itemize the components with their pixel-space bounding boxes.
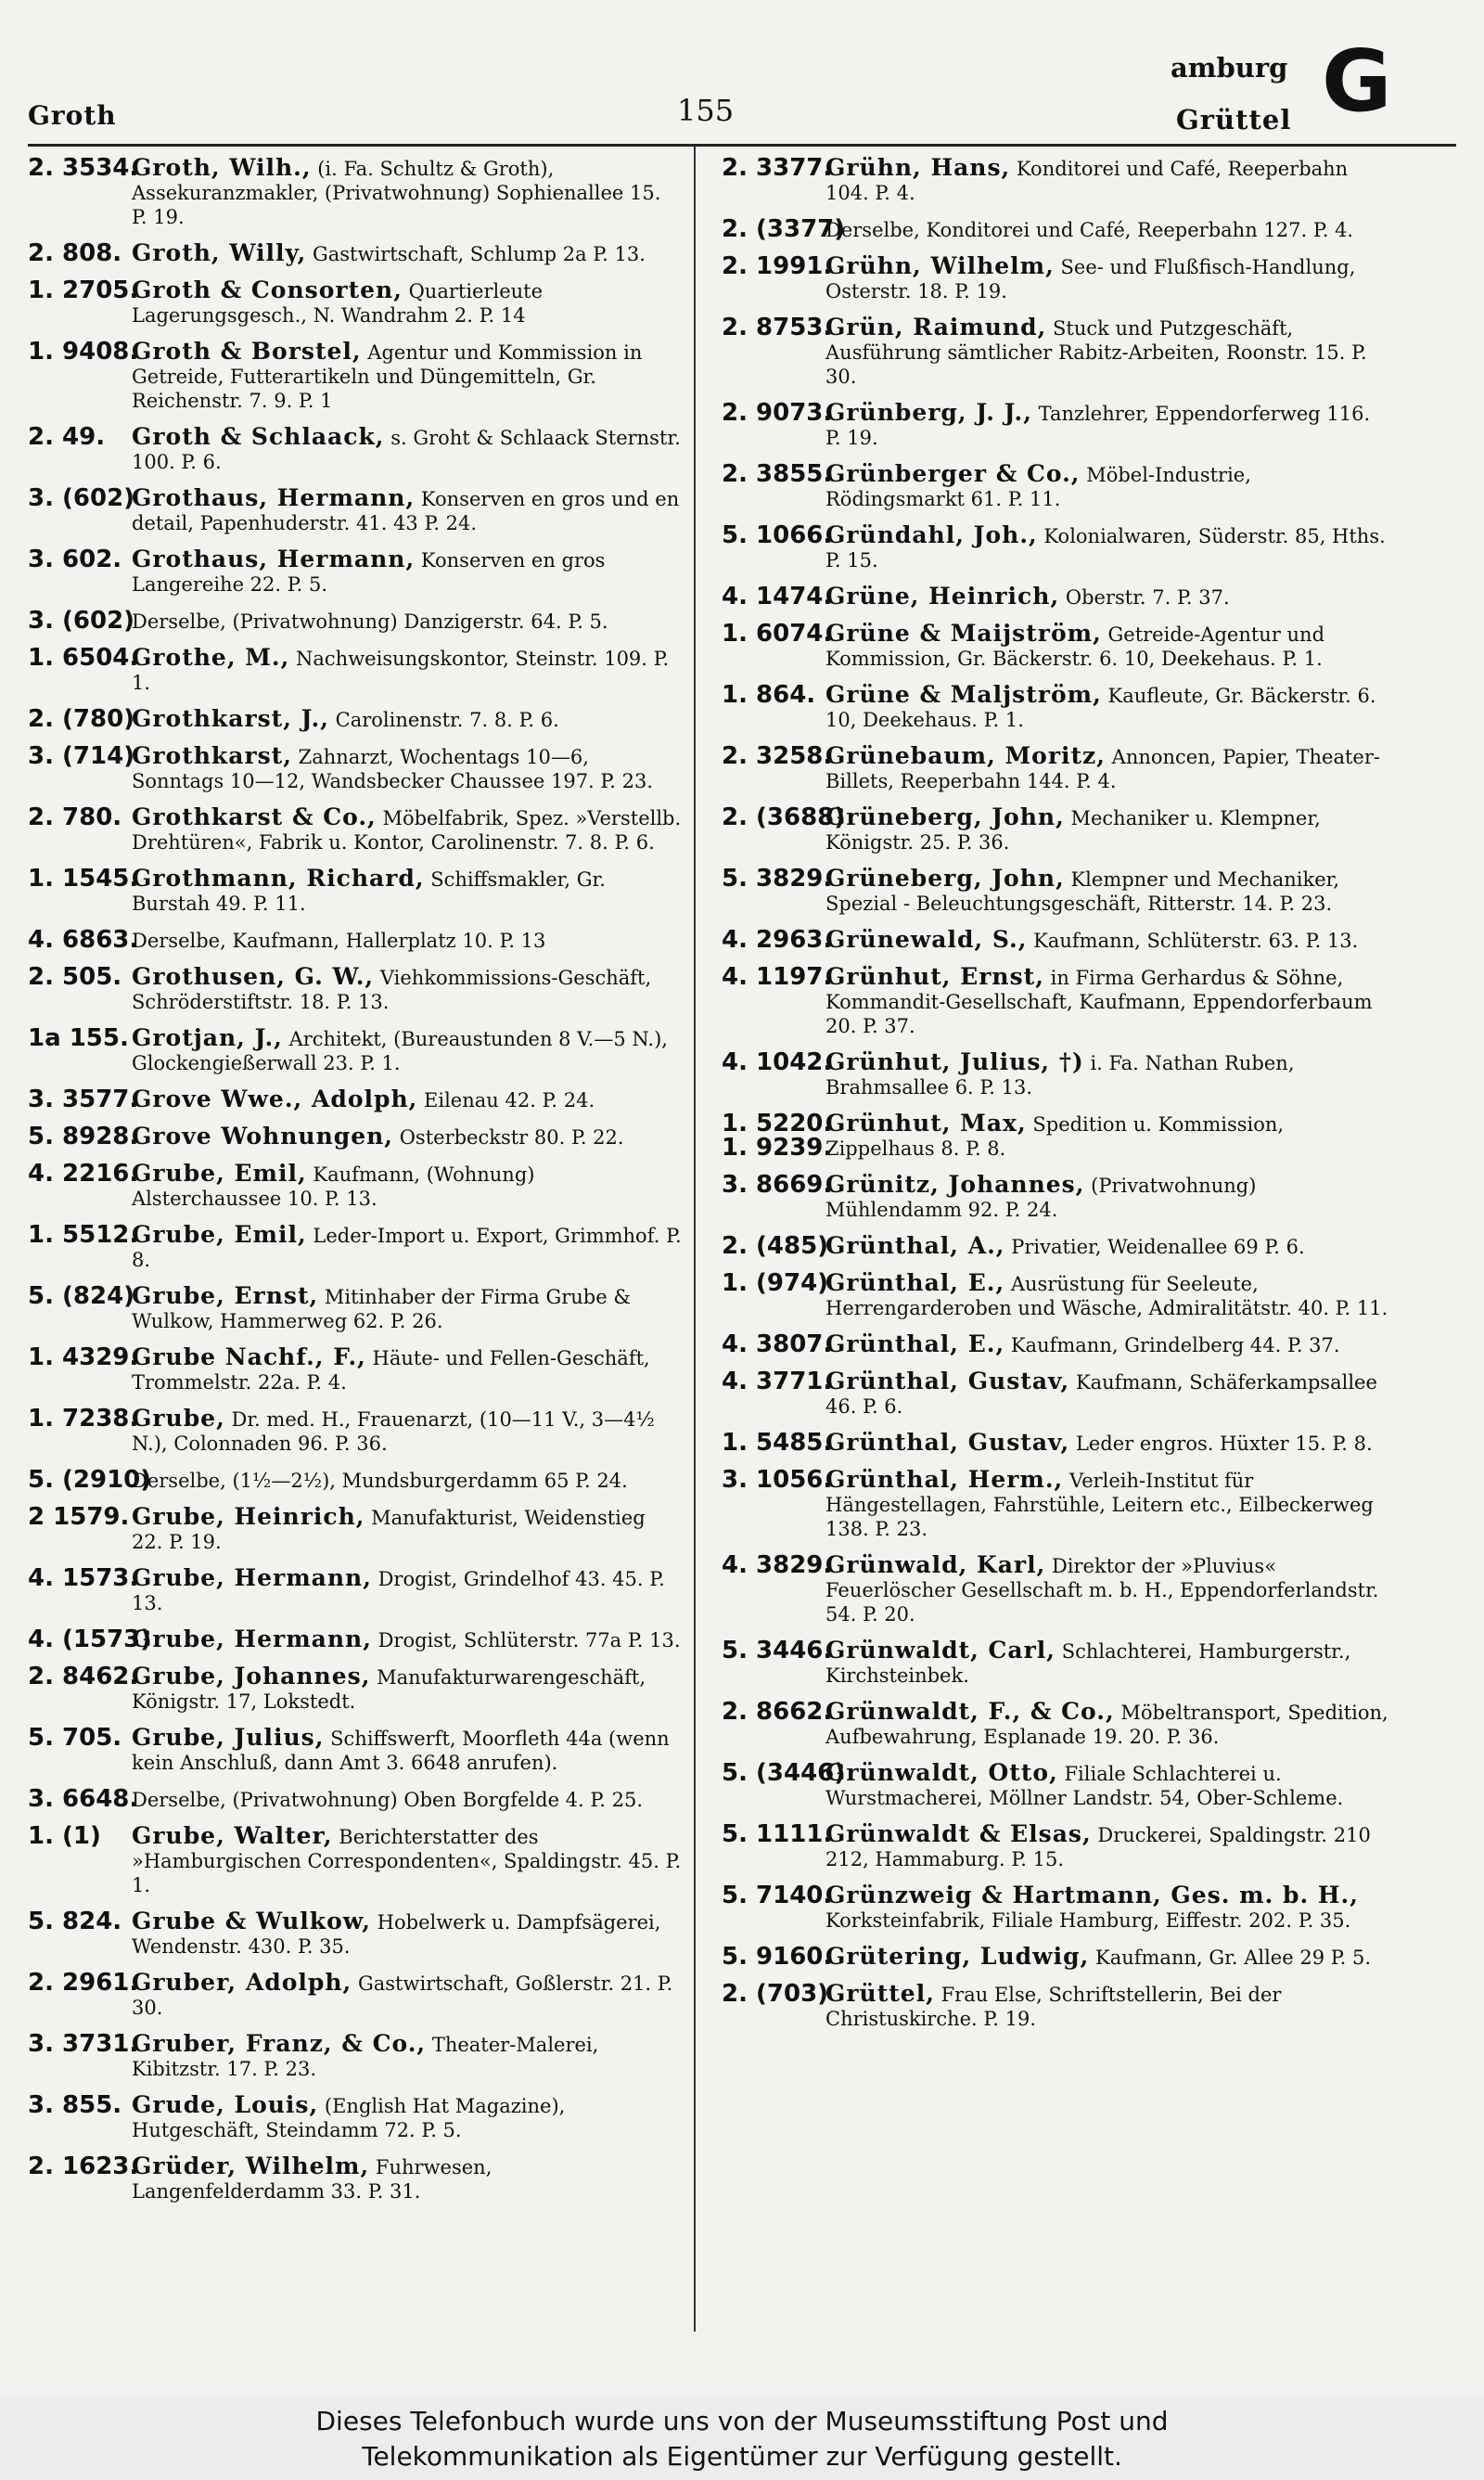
directory-entry bbox=[722, 1332, 1391, 1357]
subscriber-name: Gruber, Adolph, bbox=[132, 1969, 352, 1996]
phone-number: 2. 505. bbox=[28, 963, 122, 991]
directory-entry bbox=[722, 254, 1391, 303]
phone-number: 1. 5485. bbox=[722, 1429, 833, 1457]
directory-entry bbox=[722, 683, 1391, 732]
directory-entry bbox=[722, 585, 1391, 610]
directory-entry bbox=[722, 867, 1391, 916]
entry-details: Carolinenstr. 7. 8. P. 6. bbox=[335, 709, 559, 731]
entry-details: Konserven en gros und en detail, Papenhuderstr. 41. 43 P. 24. bbox=[132, 488, 680, 534]
directory-entry bbox=[28, 156, 682, 229]
directory-entry bbox=[28, 707, 682, 732]
directory-entry bbox=[722, 1822, 1391, 1871]
phone-number: 1. (974) bbox=[722, 1269, 829, 1297]
phone-number: 4. 3771. bbox=[722, 1368, 833, 1395]
entry-details: in Firma Gerhardus & Söhne, Kommandit-Gesellschaft, Kaufmann, Eppendorferbaum 20. P. 37. bbox=[825, 967, 1373, 1037]
directory-entry bbox=[722, 315, 1391, 389]
running-header-right: Grüttel bbox=[1176, 104, 1292, 135]
phone-number: 3. 602. bbox=[28, 546, 122, 573]
entry-details: Quartierleute Lagerungsgesch., N. Wandrahm 2. P. 14 bbox=[132, 280, 544, 327]
directory-entry bbox=[28, 609, 682, 634]
subscriber-name: Grothmann, Richard, bbox=[132, 865, 425, 892]
phone-number: 4. 1197. bbox=[722, 963, 833, 991]
entry-details: Kaufmann, Schlüterstr. 63. P. 13. bbox=[1033, 930, 1359, 952]
entry-details: Ausrüstung für Seeleute, Herrengarderoben und Wäsche, Admiralitätstr. 40. P. 11. bbox=[825, 1273, 1388, 1319]
directory-entry bbox=[722, 1982, 1391, 2031]
phone-number: 3. 6648. bbox=[28, 1785, 139, 1813]
phone-number: 2. 3377. bbox=[722, 154, 833, 182]
directory-entry bbox=[28, 1124, 682, 1150]
directory-entry bbox=[722, 523, 1391, 572]
directory-entry bbox=[28, 1787, 682, 1812]
phone-number: 2. (3688) bbox=[722, 803, 846, 831]
subscriber-name: Groth & Borstel, bbox=[132, 338, 362, 365]
footer-line-1: Dieses Telefonbuch wurde uns von der Museumsstiftung Post und bbox=[315, 2406, 1169, 2436]
directory-entry bbox=[722, 1431, 1391, 1456]
subscriber-name: Grüttel, bbox=[825, 1980, 935, 2007]
entry-details: Viehkommissions-Geschäft, Schröderstiftstr. 18. P. 13. bbox=[132, 967, 652, 1013]
phone-number: 1. 6074. bbox=[722, 620, 833, 648]
directory-entry bbox=[28, 1824, 682, 1897]
phone-number: 1. 864. bbox=[722, 681, 816, 709]
phone-number: 1. 5220. 1. 9239. bbox=[722, 1110, 833, 1162]
directory-entry bbox=[28, 1627, 682, 1652]
directory-entry bbox=[28, 1664, 682, 1714]
directory-entry bbox=[28, 867, 682, 916]
phone-number: 5. 3829. bbox=[722, 865, 833, 893]
subscriber-name: Grube, Ernst, bbox=[132, 1282, 319, 1309]
subscriber-name: Grüne & Maljström, bbox=[825, 681, 1102, 708]
phone-number: 2. (703) bbox=[722, 1980, 829, 2008]
phone-number: 3. 855. bbox=[28, 2091, 122, 2119]
subscriber-name: Grube, Johannes, bbox=[132, 1663, 371, 1690]
entry-details: Kaufleute, Gr. Bäckerstr. 6. 10, Deekehaus. P. 1. bbox=[825, 685, 1376, 731]
page-number: 155 bbox=[677, 93, 735, 128]
entry-details: Kaufmann, Gr. Allee 29 P. 5. bbox=[1095, 1947, 1371, 1969]
phone-number: 4. 1573. bbox=[28, 1564, 139, 1592]
phone-number: 2. 1623. bbox=[28, 2152, 139, 2180]
phone-number: 1. 2705. bbox=[28, 276, 139, 304]
entry-details: Agentur und Kommission in Getreide, Futterartikeln und Düngemitteln, Gr. Reichenstr. 7. 9. P. 1 bbox=[132, 341, 643, 412]
phone-number: 2. 780. bbox=[28, 803, 122, 831]
phone-number: 4. 2963. bbox=[722, 926, 833, 954]
entry-details: Schiffswerft, Moorfleth 44a (wenn kein Anschluß, dann Amt 3. 6648 anrufen). bbox=[132, 1728, 670, 1774]
directory-entry bbox=[28, 1971, 682, 2020]
entry-details: (i. Fa. Schultz & Groth), Assekuranzmakler, (Privatwohnung) Sophienallee 15. P. 19. bbox=[132, 158, 661, 228]
entry-details: Möbeltransport, Spedition, Aufbewahrung, Esplanade 19. 20. P. 36. bbox=[825, 1702, 1388, 1748]
directory-entry bbox=[722, 1369, 1391, 1419]
directory-entry bbox=[722, 1761, 1391, 1810]
entry-details: Oberstr. 7. P. 37. bbox=[1065, 586, 1230, 609]
phone-number: 2. 3534. bbox=[28, 154, 139, 182]
subscriber-name: Grove Wwe., Adolph, bbox=[132, 1086, 418, 1112]
directory-entry bbox=[722, 1271, 1391, 1320]
subscriber-name: Grünthal, Gustav, bbox=[825, 1368, 1070, 1394]
entry-details: Direktor der »Pluvius« Feuerlöscher Gesellschaft m. b. H., Eppendorferlandstr. 54. P. 20. bbox=[825, 1555, 1379, 1625]
phone-number: 3. (602) bbox=[28, 607, 135, 635]
column-divider bbox=[694, 147, 696, 2332]
entry-details: Konditorei und Café, Reeperbahn 104. P. 4. bbox=[825, 158, 1349, 204]
subscriber-name: Grube, Walter, bbox=[132, 1822, 333, 1849]
entry-details: Theater-Malerei, Kibitzstr. 17. P. 23. bbox=[132, 2034, 599, 2080]
directory-entry bbox=[28, 2032, 682, 2081]
directory-entry bbox=[722, 805, 1391, 855]
directory-entry bbox=[722, 1638, 1391, 1688]
subscriber-name: Grühn, Hans, bbox=[825, 154, 1011, 181]
phone-number: 2. (485) bbox=[722, 1232, 829, 1260]
section-letter: G bbox=[1322, 32, 1392, 131]
subscriber-name: Grünwaldt, Carl, bbox=[825, 1637, 1055, 1664]
phone-number: 5. 824. bbox=[28, 1908, 122, 1935]
directory-entry bbox=[722, 928, 1391, 953]
subscriber-name: Grothe, M., bbox=[132, 644, 290, 671]
subscriber-name: Grünhut, Ernst, bbox=[825, 963, 1044, 990]
phone-number: 1. 5512. bbox=[28, 1221, 139, 1249]
entry-details: Privatier, Weidenallee 69 P. 6. bbox=[1011, 1236, 1305, 1258]
entry-details: Schlachterei, Hamburgerstr., Kirchsteinbek. bbox=[825, 1640, 1351, 1687]
subscriber-name: Grothkarst & Co., bbox=[132, 803, 377, 830]
directory-entry bbox=[28, 486, 682, 535]
phone-number: 2. 3855. bbox=[722, 460, 833, 488]
footer-notice bbox=[0, 2396, 1484, 2480]
directory-entry bbox=[722, 1173, 1391, 1222]
entry-details: Manufakturwarengeschäft, Königstr. 17, Lokstedt. bbox=[132, 1666, 646, 1713]
phone-number: 2 1579. bbox=[28, 1503, 130, 1531]
phone-number: 5. 3446. bbox=[722, 1637, 833, 1664]
entry-details: s. Groht & Schlaack Sternstr. 100. P. 6. bbox=[132, 427, 681, 473]
directory-entry bbox=[722, 156, 1391, 205]
phone-number: 1. 1545. bbox=[28, 865, 139, 893]
directory-entry bbox=[28, 1505, 682, 1554]
entry-details: Stuck und Putzgeschäft, Ausführung sämtlicher Rabitz-Arbeiten, Roonstr. 15. P. 30. bbox=[825, 317, 1367, 388]
subscriber-name: Grube, Emil, bbox=[132, 1160, 307, 1187]
entry-details: Manufakturist, Weidenstieg 22. P. 19. bbox=[132, 1507, 646, 1553]
subscriber-name: Grünthal, A., bbox=[825, 1232, 1005, 1259]
phone-number: 5. 705. bbox=[28, 1724, 122, 1752]
entry-details: Derselbe, (Privatwohnung) Oben Borgfelde 4. P. 25. bbox=[132, 1789, 644, 1811]
entry-details: See- und Flußfisch-Handlung, Osterstr. 18. P. 19. bbox=[825, 256, 1356, 302]
entry-details: Druckerei, Spaldingstr. 210 212, Hammaburg. P. 15. bbox=[825, 1824, 1371, 1870]
phone-number: 4. 2216. bbox=[28, 1160, 139, 1188]
entry-details: Häute- und Fellen-Geschäft, Trommelstr. 22a. P. 4. bbox=[132, 1347, 650, 1394]
phone-number: 4. 1042. bbox=[722, 1048, 833, 1076]
subscriber-name: Grothaus, Hermann, bbox=[132, 546, 416, 572]
subscriber-name: Grünzweig & Hartmann, Ges. m. b. H., bbox=[825, 1882, 1359, 1908]
subscriber-name: Gründahl, Joh., bbox=[825, 521, 1038, 548]
directory-entry bbox=[722, 1883, 1391, 1933]
entry-details: Drogist, Schlüterstr. 77a P. 13. bbox=[377, 1629, 681, 1651]
directory-entry bbox=[28, 1909, 682, 1959]
directory-entry bbox=[28, 805, 682, 855]
footer-line-2: Telekommunikation als Eigentümer zur Verfügung gestellt. bbox=[362, 2441, 1122, 2472]
entry-details: Mitinhaber der Firma Grube & Wulkow, Hammerweg 62. P. 26. bbox=[132, 1286, 632, 1332]
entry-details: Getreide-Agentur und Kommission, Gr. Bäckerstr. 6. 10, Deekehaus. P. 1. bbox=[825, 623, 1325, 670]
directory-entry bbox=[28, 1284, 682, 1333]
phone-number: 1. 6504. bbox=[28, 644, 139, 672]
subscriber-name: Groth & Schlaack, bbox=[132, 423, 385, 450]
subscriber-name: Grün, Raimund, bbox=[825, 314, 1047, 341]
directory-entry bbox=[722, 462, 1391, 511]
phone-number: 1. 9408. bbox=[28, 338, 139, 366]
subscriber-name: Grünhut, Julius, †) bbox=[825, 1048, 1084, 1075]
phone-number: 5. (824) bbox=[28, 1282, 135, 1310]
subscriber-name: Grünewald, S., bbox=[825, 926, 1028, 953]
subscriber-name: Grotjan, J., bbox=[132, 1024, 283, 1051]
phone-number: 3. 8669. bbox=[722, 1171, 833, 1199]
entry-details: Derselbe, (Privatwohnung) Danzigerstr. 64. P. 5. bbox=[132, 610, 608, 633]
phone-number: 1. 7238. bbox=[28, 1405, 139, 1433]
phone-number: 4. 3829. bbox=[722, 1551, 833, 1579]
directory-entry bbox=[722, 965, 1391, 1038]
entry-details: Kaufmann, Schäferkampsallee 46. P. 6. bbox=[825, 1371, 1377, 1418]
entry-details: Kaufmann, (Wohnung) Alsterchaussee 10. P. 13. bbox=[132, 1163, 535, 1210]
subscriber-name: Grube, Hermann, bbox=[132, 1564, 372, 1591]
entry-details: (Privatwohnung) Mühlendamm 92. P. 24. bbox=[825, 1175, 1257, 1221]
subscriber-name: Grünthal, Herm., bbox=[825, 1466, 1064, 1493]
subscriber-name: Grube, Hermann, bbox=[132, 1625, 372, 1652]
phone-number: 2. (3377) bbox=[722, 215, 846, 243]
entry-details: Annoncen, Papier, Theater-Billets, Reeperbahn 144. P. 4. bbox=[825, 746, 1380, 792]
entry-details: Mechaniker u. Klempner, Königstr. 25. P. 36. bbox=[825, 807, 1321, 854]
subscriber-name: Gruber, Franz, & Co., bbox=[132, 2030, 427, 2057]
phone-number: 5. 7140. bbox=[722, 1882, 833, 1909]
entry-details: (English Hat Magazine), Hutgeschäft, Steindamm 72. P. 5. bbox=[132, 2095, 566, 2141]
subscriber-name: Grünitz, Johannes, bbox=[825, 1171, 1085, 1198]
subscriber-name: Grube Nachf., F., bbox=[132, 1343, 366, 1370]
directory-entry bbox=[722, 217, 1391, 242]
entry-details: Schiffsmakler, Gr. Burstah 49. P. 11. bbox=[132, 868, 606, 915]
subscriber-name: Grünthal, E., bbox=[825, 1330, 1005, 1357]
subscriber-name: Grünebaum, Moritz, bbox=[825, 742, 1106, 769]
entry-details: Zahnarzt, Wochentags 10—6, Sonntags 10—12, Wandsbecker Chaussee 197. P. 23. bbox=[132, 746, 654, 792]
subscriber-name: Grühn, Wilhelm, bbox=[825, 252, 1055, 279]
directory-entry bbox=[722, 1700, 1391, 1749]
phone-number: 4. 1474. bbox=[722, 583, 833, 610]
phone-number: 4. 3807. bbox=[722, 1330, 833, 1358]
entry-details: Konserven en gros Langereihe 22. P. 5. bbox=[132, 549, 606, 596]
phone-number: 1. 4329. bbox=[28, 1343, 139, 1371]
entry-details: Korksteinfabrik, Filiale Hamburg, Eiffestr. 202. P. 35. bbox=[825, 1909, 1351, 1932]
phone-number: 2. 9073. bbox=[722, 399, 833, 427]
entry-details: Drogist, Grindelhof 43. 45. P. 13. bbox=[132, 1568, 665, 1614]
entry-details: Leder engros. Hüxter 15. P. 8. bbox=[1075, 1433, 1373, 1455]
phone-number: 5. 9160. bbox=[722, 1943, 833, 1971]
subscriber-name: Grube & Wulkow, bbox=[132, 1908, 371, 1934]
directory-entry bbox=[28, 547, 682, 597]
entry-details: Hobelwerk u. Dampfsägerei, Wendenstr. 430. P. 35. bbox=[132, 1911, 661, 1958]
directory-entry bbox=[28, 1087, 682, 1112]
entry-details: Verleih-Institut für Hängestellagen, Fahrstühle, Leitern etc., Eilbeckerweg 138. P. 23. bbox=[825, 1470, 1374, 1540]
entry-details: Filiale Schlachterei u. Wurstmacherei, Möllner Landstr. 54, Ober-Schleme. bbox=[825, 1763, 1344, 1809]
entry-details: Klempner und Mechaniker, Spezial - Beleuchtungsgeschäft, Ritterstr. 14. P. 23. bbox=[825, 868, 1340, 915]
phone-number: 4. (1573) bbox=[28, 1625, 152, 1653]
subscriber-name: Grünthal, Gustav, bbox=[825, 1429, 1070, 1456]
subscriber-name: Grünhut, Max, bbox=[825, 1110, 1027, 1137]
subscriber-name: Grove Wohnungen, bbox=[132, 1123, 394, 1150]
directory-entry bbox=[28, 1566, 682, 1615]
directory-entry bbox=[28, 928, 682, 953]
entry-details: Osterbeckstr 80. P. 22. bbox=[399, 1126, 624, 1149]
directory-entry bbox=[28, 965, 682, 1014]
subscriber-name: Grünberger & Co., bbox=[825, 460, 1081, 487]
subscriber-name: Groth, Willy, bbox=[132, 239, 307, 266]
entry-details: i. Fa. Nathan Ruben, Brahmsallee 6. P. 13. bbox=[825, 1052, 1295, 1099]
directory-entry bbox=[28, 1223, 682, 1272]
phone-number: 2. 3258. bbox=[722, 742, 833, 770]
phone-number: 5. 8928. bbox=[28, 1123, 139, 1150]
phone-number: 3. (714) bbox=[28, 742, 135, 770]
directory-entry bbox=[28, 1468, 682, 1493]
phone-number: 2. 2961. bbox=[28, 1969, 139, 1997]
subscriber-name: Grünwaldt, Otto, bbox=[825, 1759, 1058, 1786]
entry-details: Möbel-Industrie, Rödingsmarkt 61. P. 11. bbox=[825, 464, 1251, 510]
subscriber-name: Grube, bbox=[132, 1405, 225, 1432]
phone-number: 2. (780) bbox=[28, 705, 135, 733]
subscriber-name: Grünberg, J. J., bbox=[825, 399, 1032, 426]
phone-number: 2. 49. bbox=[28, 423, 106, 451]
entry-details: Eilenau 42. P. 24. bbox=[424, 1089, 595, 1112]
subscriber-name: Groth, Wilh., bbox=[132, 154, 312, 181]
entry-details: Leder-Import u. Export, Grimmhof. P. 8. bbox=[132, 1225, 682, 1271]
entry-details: Berichterstatter des »Hamburgischen Correspondenten«, Spaldingstr. 45. P. 1. bbox=[132, 1826, 682, 1896]
phone-number: 1a 155. bbox=[28, 1024, 129, 1052]
running-header-city: amburg bbox=[1171, 52, 1288, 84]
subscriber-name: Grothaus, Hermann, bbox=[132, 484, 416, 511]
directory-entry bbox=[28, 1026, 682, 1075]
subscriber-name: Grüneberg, John, bbox=[825, 865, 1065, 892]
phone-number: 5. (3446) bbox=[722, 1759, 846, 1787]
entry-details: Kolonialwaren, Süderstr. 85, Hths. P. 15. bbox=[825, 525, 1386, 572]
phone-number: 2. 8462. bbox=[28, 1663, 139, 1690]
entry-details: Fuhrwesen, Langenfelderdamm 33. P. 31. bbox=[132, 2156, 493, 2203]
directory-entry bbox=[28, 241, 682, 266]
entry-details: Gastwirtschaft, Schlump 2a P. 13. bbox=[312, 243, 646, 265]
directory-entry bbox=[722, 1234, 1391, 1259]
directory-entry bbox=[722, 1553, 1391, 1626]
directory-entry bbox=[28, 744, 682, 793]
entry-details: Dr. med. H., Frauenarzt, (10—11 V., 3—4½ N.), Colonnaden 96. P. 36. bbox=[132, 1408, 655, 1455]
entry-details: Spedition u. Kommission, Zippelhaus 8. P. 8. bbox=[825, 1113, 1285, 1160]
subscriber-name: Grünthal, E., bbox=[825, 1269, 1005, 1296]
entry-details: Derselbe, (1½—2½), Mundsburgerdamm 65 P. 24. bbox=[132, 1470, 628, 1492]
subscriber-name: Grüne & Maijström, bbox=[825, 620, 1102, 647]
phone-number: 3. 3731. bbox=[28, 2030, 139, 2058]
directory-entry bbox=[722, 622, 1391, 671]
left-column bbox=[28, 156, 682, 2216]
directory-entry bbox=[28, 1407, 682, 1456]
subscriber-name: Grünwaldt & Elsas, bbox=[825, 1820, 1092, 1847]
directory-entry bbox=[722, 1945, 1391, 1970]
entry-details: Möbelfabrik, Spez. »Verstellb. Drehtüren«, Fabrik u. Kontor, Carolinenstr. 7. 8. P. 6. bbox=[132, 807, 682, 854]
directory-entry bbox=[28, 278, 682, 328]
phone-number: 2. 808. bbox=[28, 239, 122, 267]
phone-number: 3. 1056. bbox=[722, 1466, 833, 1494]
subscriber-name: Grütering, Ludwig, bbox=[825, 1943, 1090, 1970]
subscriber-name: Groth & Consorten, bbox=[132, 276, 403, 303]
phone-number: 5. 1066. bbox=[722, 521, 833, 549]
subscriber-name: Grothkarst, J., bbox=[132, 705, 329, 732]
directory-entry bbox=[28, 2154, 682, 2204]
directory-entry bbox=[722, 744, 1391, 793]
directory-entry bbox=[28, 1162, 682, 1211]
phone-number: 3. (602) bbox=[28, 484, 135, 512]
subscriber-name: Grube, Julius, bbox=[132, 1724, 325, 1751]
entry-details: Tanzlehrer, Eppendorferweg 116. P. 19. bbox=[825, 403, 1371, 449]
phone-number: 5. 1111. bbox=[722, 1820, 833, 1848]
subscriber-name: Grube, Emil, bbox=[132, 1221, 307, 1248]
entry-details: Derselbe, Konditorei und Café, Reeperbahn 127. P. 4. bbox=[825, 219, 1354, 241]
directory-entry bbox=[28, 340, 682, 413]
subscriber-name: Grothkarst, bbox=[132, 742, 292, 769]
directory-entry bbox=[28, 646, 682, 695]
directory-entry bbox=[722, 401, 1391, 450]
running-header-left: Groth bbox=[28, 100, 117, 131]
subscriber-name: Grothusen, G. W., bbox=[132, 963, 375, 990]
entry-details: Kaufmann, Grindelberg 44. P. 37. bbox=[1010, 1334, 1340, 1356]
directory-entry bbox=[722, 1050, 1391, 1099]
entry-details: Nachweisungskontor, Steinstr. 109. P. 1. bbox=[132, 648, 670, 694]
right-column bbox=[722, 156, 1391, 2043]
subscriber-name: Grüder, Wilhelm, bbox=[132, 2152, 370, 2179]
entry-details: Architekt, (Bureaustunden 8 V.—5 N.), Glockengießerwall 23. P. 1. bbox=[132, 1028, 668, 1074]
directory-entry bbox=[722, 1112, 1391, 1161]
subscriber-name: Grube, Heinrich, bbox=[132, 1503, 365, 1530]
phone-number: 1. (1) bbox=[28, 1822, 101, 1850]
phone-number: 3. 3577. bbox=[28, 1086, 139, 1113]
subscriber-name: Grünwald, Karl, bbox=[825, 1551, 1046, 1578]
entry-details: Frau Else, Schriftstellerin, Bei der Christuskirche. P. 19. bbox=[825, 1984, 1282, 2030]
subscriber-name: Grude, Louis, bbox=[132, 2091, 319, 2118]
directory-entry bbox=[28, 2093, 682, 2142]
phone-number: 4. 6863. bbox=[28, 926, 139, 954]
directory-entry bbox=[28, 425, 682, 474]
phone-number: 2. 8753. bbox=[722, 314, 833, 341]
phone-number: 5. (2910) bbox=[28, 1466, 152, 1494]
directory-entry bbox=[28, 1726, 682, 1775]
phone-number: 2. 8662. bbox=[722, 1698, 833, 1726]
directory-entry bbox=[722, 1468, 1391, 1541]
subscriber-name: Grüne, Heinrich, bbox=[825, 583, 1060, 610]
entry-details: Gastwirtschaft, Goßlerstr. 21. P. 30. bbox=[132, 1972, 673, 2019]
phone-number: 2. 1991. bbox=[722, 252, 833, 280]
entry-details: Derselbe, Kaufmann, Hallerplatz 10. P. 13 bbox=[132, 930, 546, 952]
directory-entry bbox=[28, 1345, 682, 1394]
header-rule bbox=[28, 144, 1456, 147]
subscriber-name: Grüneberg, John, bbox=[825, 803, 1065, 830]
subscriber-name: Grünwaldt, F., & Co., bbox=[825, 1698, 1115, 1725]
